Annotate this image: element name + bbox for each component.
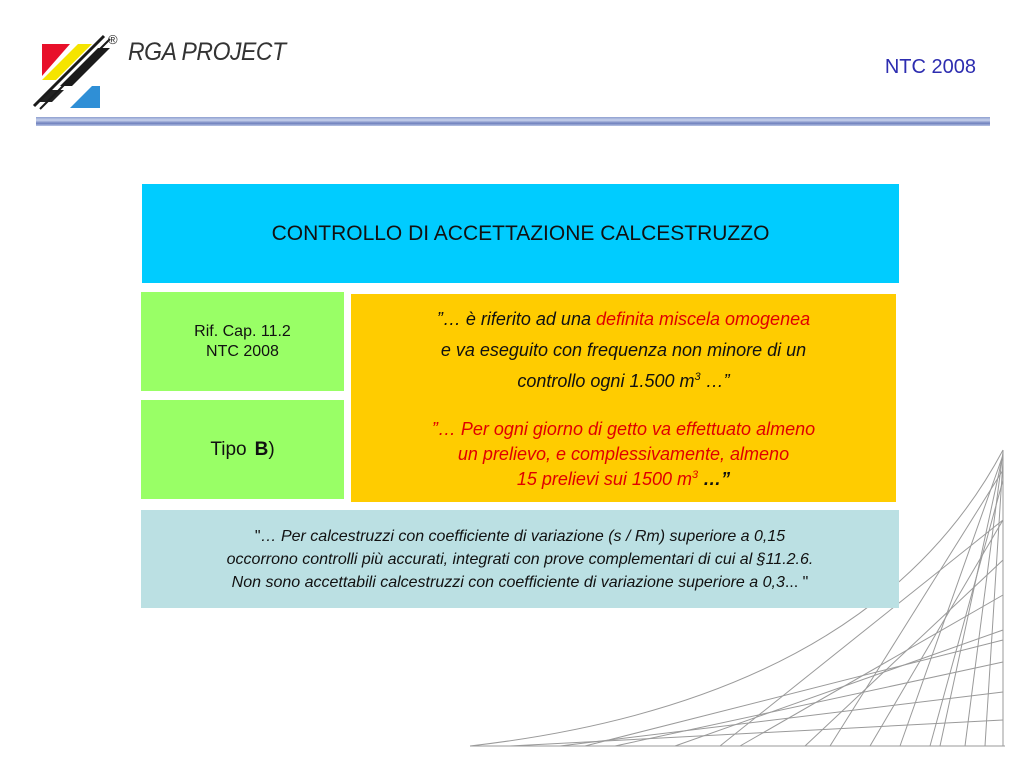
registered-mark: ® [108,32,118,47]
quote-daily-samples [351,417,896,492]
regulation-quote-box [351,294,896,502]
note-open-quote: " [254,527,261,545]
title-banner [142,184,899,283]
quote2-close: …” [698,469,731,489]
quote2-line-1: ”… Per ogni giorno di getto va effettuato almeno [431,419,816,439]
quote1-close: …” [700,371,730,391]
variation-note-box [141,510,899,608]
quote2-line-3: 15 prelievi sui 1500 m [516,469,692,489]
note-close-quote: " [802,573,809,591]
type-value: B [254,438,269,460]
quote-frequency [351,304,896,397]
reference-line-1: Rif. Cap. 11.2 [194,322,291,340]
note-line-2: occorrono controlli più accurati, integrati con prove complementari di cui al §11.2.6. [226,550,814,568]
brand-name: RGA PROJECT [128,38,286,66]
reference-line-2: NTC 2008 [206,342,279,360]
quote1-highlight: definita miscela omogenea [595,309,811,329]
type-box [141,400,344,499]
quote2-exponent: 3 [691,469,699,481]
header-code-label: NTC 2008 [884,56,976,78]
note-ellipsis: ... [784,573,799,591]
reference-box [141,292,344,391]
note-line-3: Non sono accettabili calcestruzzi con coefficiente di variazione superiore a 0,3 [231,573,785,591]
quote1-exponent: 3 [694,371,701,383]
quote1-line-3: controllo ogni 1.500 m [517,371,695,391]
page-title: CONTROLLO DI ACCETTAZIONE CALCESTRUZZO [271,221,770,245]
quote1-open: ”… è riferito ad una [436,309,596,329]
type-suffix: ) [268,438,275,460]
quote2-line-2: un prelievo, e complessivamente, almeno [457,444,790,464]
quote1-line-2: e va eseguito con frequenza non minore di un [440,340,807,360]
note-line-1: … Per calcestruzzi con coefficiente di variazione (s / Rm) superiore a 0,15 [260,527,786,545]
type-label: Tipo [210,438,247,460]
